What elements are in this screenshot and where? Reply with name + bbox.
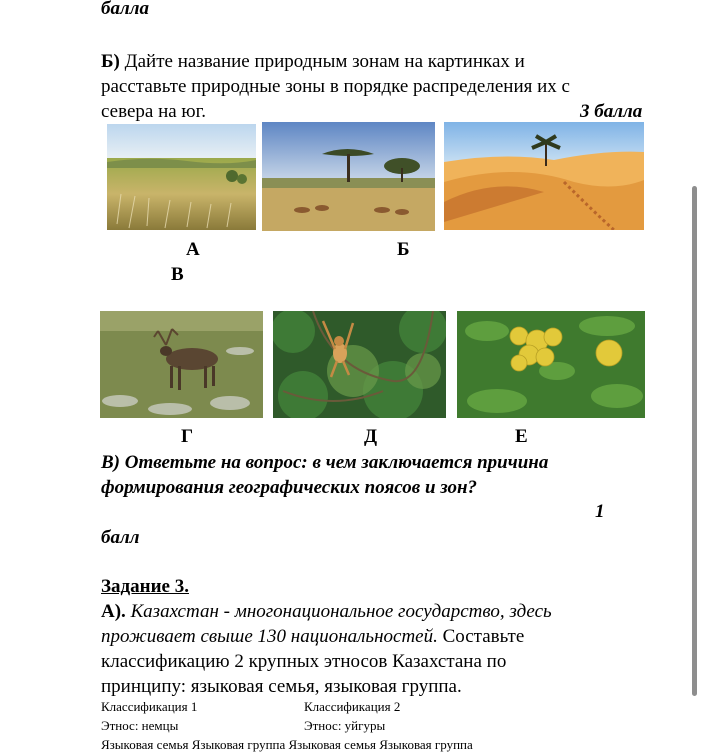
task3-text [101,599,661,699]
class1-title: Классификация 1 [101,699,198,714]
task3-line3: классификацию 2 крупных этносов Казахстана по [101,651,507,672]
class2-title: Классификация 2 [304,699,401,714]
part-b-points: 3 балла [580,101,643,122]
vertical-scrollbar[interactable] [692,186,697,696]
steppe-image [107,124,256,230]
label-g: Г [181,426,194,447]
part-b-question [101,49,661,124]
part-v-question [101,450,661,500]
class2-ethnos: Этнос: уйгуры [304,718,386,733]
label-b: Б [397,239,410,260]
label-a: А [186,239,200,260]
part-b-label: Б) [101,51,120,72]
savanna-image [262,122,435,231]
part-v-line2: формирования географических поясов и зон? [101,477,477,498]
label-d: Д [364,426,378,447]
rainforest-image [273,311,446,418]
part-v-points-number: 1 [595,501,605,522]
tundra-image [100,311,263,418]
part-b-line2: расставьте природные зоны в порядке распределения их с [101,76,570,97]
task3-heading: Задание 3. [101,576,189,597]
subtropics-image [457,311,645,418]
label-e: Е [515,426,528,447]
task3-label: А). [101,601,126,622]
part-v-points-word: балл [101,527,140,548]
task3-italic-line2: проживает свыше 130 национальностей. [101,626,438,647]
desert-image [444,122,644,230]
part-b-line1: Дайте название природным зонам на картинках и [124,51,525,72]
task3-normal-tail: Составьте [442,626,525,647]
task3-italic-line1: Казахстан - многонациональное государство, здесь [130,601,552,622]
task3-line4: принципу: языковая семья, языковая группа. [101,676,462,697]
label-v: В [171,264,184,285]
part-v-line1: В) Ответьте на вопрос: в чем заключается причина [101,452,549,473]
classification-table-header: Языковая семья Языковая группа Языковая семья Языковая группа [101,737,473,752]
part-b-line3: севера на юг. [101,101,207,122]
class1-ethnos: Этнос: немцы [101,718,179,733]
previous-points-fragment: балла [101,0,149,19]
